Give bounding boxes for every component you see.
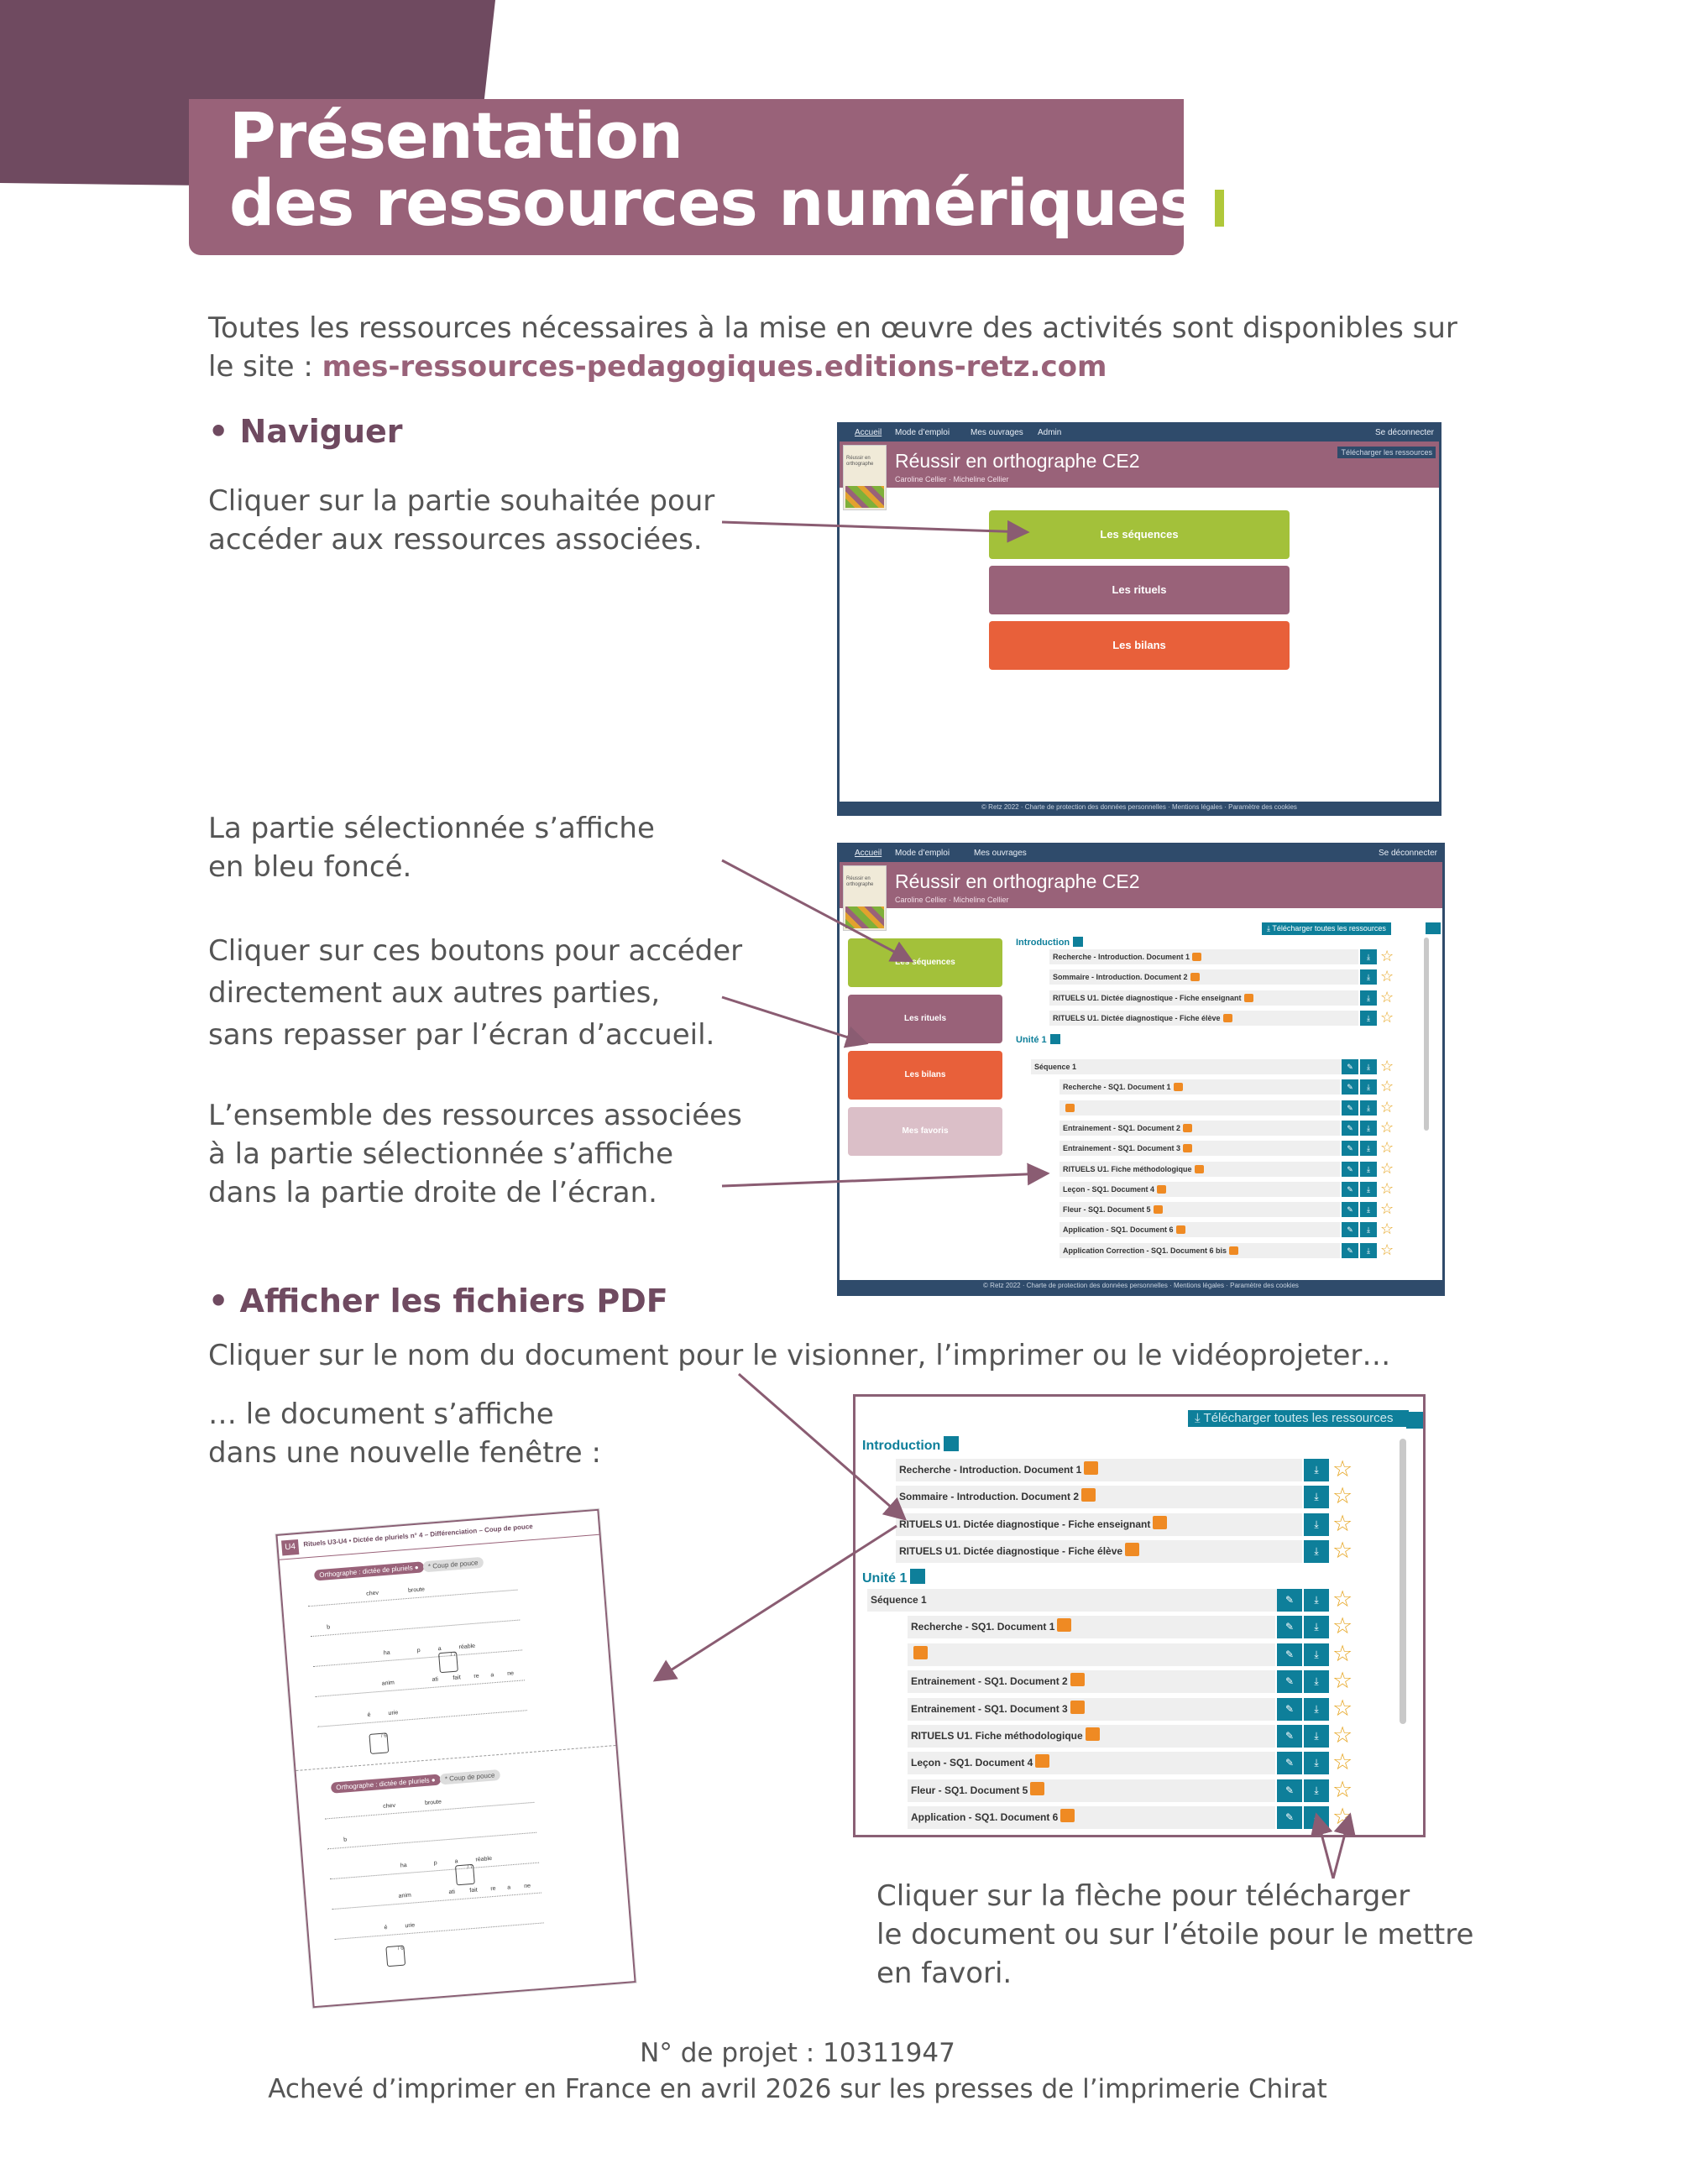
arrow-to-doc-preview [655, 1526, 897, 1680]
download-resources-link[interactable]: Télécharger les ressources [1337, 447, 1436, 458]
download-icon[interactable]: ⤓ [1360, 1011, 1377, 1026]
resource-name[interactable]: RITUELS U1. Dictée diagnostique - Fiche enseignant [1053, 993, 1242, 1002]
download-icon[interactable]: ⤓ [1304, 1725, 1329, 1748]
section-naviguer-heading: • Naviguer [208, 413, 403, 450]
word-fragment: fait [469, 1887, 479, 1894]
resource-name[interactable]: Recherche - SQ1. Document 1 [1063, 1083, 1171, 1092]
word-fragment: chev [382, 1802, 396, 1810]
edit-icon[interactable]: ✎ [1342, 1162, 1358, 1177]
star-icon[interactable]: ☆ [1380, 1078, 1394, 1095]
word-fragment: anim [381, 1680, 395, 1687]
resource-name[interactable]: RITUELS U1. Fiche méthodologique [1063, 1164, 1192, 1173]
nav-mode-emploi[interactable]: Mode d’emploi [895, 849, 950, 858]
site-footer: © Retz 2022 · Charte de protection des données personnelles · Mentions légales · Paramètre des cookies [840, 802, 1439, 813]
book-authors: Caroline Cellier · Micheline Cellier [895, 475, 1009, 483]
book-cover-text: Réussir en [846, 456, 871, 461]
heading-label: Introduction [862, 1439, 941, 1453]
book-cover-text: orthographe [846, 462, 874, 467]
word-fragment: réable [475, 1856, 493, 1863]
star-icon[interactable]: ☆ [1332, 1538, 1353, 1564]
star-icon[interactable]: ☆ [1380, 1200, 1394, 1218]
resource-name[interactable]: Application - SQ1. Document 6 [911, 1811, 1059, 1824]
printer-info: Achevé d’imprimer en France en avril 2026 sur les presses de l’imprimerie Chirat [268, 2074, 1327, 2104]
word-fragment: a [454, 1858, 458, 1865]
word-fragment: ne [523, 1883, 531, 1890]
star-icon[interactable]: ☆ [1332, 1456, 1353, 1481]
edit-icon[interactable]: ✎ [1277, 1698, 1302, 1721]
side-button-favoris[interactable]: Mes favoris [848, 1107, 1002, 1156]
download-all-label: Télécharger toutes les ressources [1272, 924, 1386, 933]
edit-icon[interactable]: ✎ [1277, 1779, 1302, 1802]
resource-name[interactable]: RITUELS U1. Dictée diagnostique - Fiche élève [1053, 1013, 1221, 1022]
word-fragment: a [490, 1672, 494, 1679]
resource-name[interactable]: Entrainement - SQ1. Document 3 [911, 1702, 1068, 1715]
arrow-to-sequences [722, 522, 1028, 532]
download-icon[interactable]: ⤓ [1304, 1806, 1329, 1829]
star-icon[interactable]: ☆ [1380, 1220, 1394, 1238]
star-icon[interactable]: ☆ [1332, 1804, 1353, 1830]
side-button-rituels[interactable]: Les rituels [848, 995, 1002, 1043]
download-icon[interactable]: ⤓ [1304, 1616, 1329, 1638]
edit-icon[interactable]: ✎ [1342, 1182, 1358, 1197]
download-icon[interactable]: ⤓ [1304, 1486, 1329, 1508]
text-line: en bleu foncé. [208, 850, 412, 884]
heading-label: Unité 1 [862, 1571, 908, 1586]
text-line: le document ou sur l’étoile pour le mettre [876, 1918, 1474, 1951]
nav-mes-ouvrages[interactable]: Mes ouvrages [971, 428, 1023, 437]
star-icon[interactable]: ☆ [1380, 1008, 1394, 1026]
star-icon[interactable]: ☆ [1332, 1695, 1353, 1721]
text-line: Cliquer sur la partie souhaitée pour [208, 484, 715, 518]
nav-accueil[interactable]: Accueil [855, 428, 882, 437]
section-pdf-heading: • Afficher les fichiers PDF [208, 1283, 668, 1319]
download-icon[interactable]: ⤓ [1360, 1222, 1377, 1237]
site-footer: © Retz 2022 · Charte de protection des données personnelles · Mentions légales · Paramètre des cookies [840, 1280, 1442, 1293]
word-fragment: urie [388, 1710, 399, 1717]
text-line: dans une nouvelle fenêtre : [208, 1436, 601, 1470]
star-icon[interactable]: ☆ [1332, 1722, 1353, 1748]
arrow-to-resources [722, 1173, 1048, 1186]
download-icon[interactable]: ⤓ [1360, 949, 1377, 964]
score-box: / 7 [438, 1652, 458, 1674]
text-line: à la partie sélectionnée s’affiche [208, 1137, 674, 1171]
instruction-open-doc: Cliquer sur le nom du document pour le visionner, l’imprimer ou le vidéoprojeter… [208, 1339, 1391, 1372]
star-icon[interactable]: ☆ [1380, 968, 1394, 985]
text-line: sans repasser par l’écran d’accueil. [208, 1018, 715, 1052]
score-box: / 6 [369, 1732, 389, 1754]
book-cover-text: Réussir en [846, 876, 871, 881]
book-cover-text: orthographe [846, 882, 874, 887]
download-icon[interactable]: ⤓ [1304, 1670, 1329, 1693]
star-icon[interactable]: ☆ [1380, 1098, 1394, 1116]
download-icon[interactable]: ⤓ [1360, 1141, 1377, 1156]
button-bilans[interactable]: Les bilans [989, 621, 1290, 670]
download-icon[interactable]: ⤓ [1304, 1643, 1329, 1666]
coup-de-pouce-tag: * Coup de pouce [439, 1769, 500, 1785]
word-fragment: réable [458, 1643, 476, 1651]
download-icon: ⤓ [1195, 1411, 1204, 1425]
arrow-to-doc-name [739, 1374, 905, 1519]
download-icon[interactable]: ⤓ [1360, 1059, 1377, 1074]
edit-icon[interactable]: ✎ [1342, 1079, 1358, 1095]
word-fragment: chev [366, 1590, 379, 1597]
exercise-tag: Orthographe : dictée de pluriels ● [331, 1774, 441, 1794]
word-fragment: ha [383, 1649, 390, 1657]
download-icon[interactable]: ⤓ [1360, 1162, 1377, 1177]
word-fragment: ha [400, 1862, 407, 1869]
star-icon[interactable]: ☆ [1380, 1139, 1394, 1157]
word-fragment: ati [432, 1676, 439, 1683]
download-icon[interactable]: ⤓ [1360, 990, 1377, 1006]
download-icon[interactable]: ⤓ [1304, 1698, 1329, 1721]
download-icon[interactable]: ⤓ [1360, 1079, 1377, 1095]
download-icon[interactable]: ⤓ [1304, 1540, 1329, 1563]
nav-mes-ouvrages[interactable]: Mes ouvrages [974, 849, 1027, 858]
button-sequences[interactable]: Les séquences [989, 510, 1290, 559]
edit-icon[interactable]: ✎ [1277, 1643, 1302, 1666]
side-button-sequences[interactable]: Les séquences [848, 938, 1002, 987]
download-icon[interactable]: ⤓ [1360, 1121, 1377, 1136]
download-icon[interactable]: ⤓ [1304, 1589, 1329, 1612]
star-icon[interactable]: ☆ [1332, 1483, 1353, 1509]
arrow-to-download [1316, 1815, 1333, 1878]
score-box: / 6 [385, 1946, 405, 1967]
coup-de-pouce-tag: * Coup de pouce [422, 1557, 483, 1573]
star-icon[interactable]: ☆ [1380, 988, 1394, 1006]
logout-link[interactable]: Se déconnecter [1374, 428, 1434, 437]
arrow-to-star [1333, 1815, 1350, 1878]
star-icon[interactable]: ☆ [1380, 1179, 1394, 1197]
word-fragment: b [327, 1624, 331, 1631]
resource-name[interactable]: Leçon - SQ1. Document 4 [911, 1757, 1033, 1769]
text-line: accéder aux ressources associées. [208, 523, 703, 556]
edit-icon[interactable]: ✎ [1277, 1589, 1302, 1612]
unit-badge: U4 [281, 1539, 299, 1556]
word-fragment: p [416, 1647, 421, 1654]
resource-name[interactable]: Fleur - SQ1. Document 5 [1063, 1205, 1151, 1215]
resource-name[interactable]: Application - SQ1. Document 6 [1063, 1225, 1174, 1235]
site-link[interactable]: mes-ressources-pedagogiques.editions-retz.com [322, 350, 1107, 384]
resource-name[interactable]: Recherche - Introduction. Document 1 [899, 1464, 1082, 1476]
sequence-label: Séquence 1 [871, 1594, 927, 1606]
word-fragment: a [507, 1884, 511, 1891]
star-icon[interactable]: ☆ [1332, 1749, 1353, 1775]
edit-icon[interactable]: ✎ [1277, 1725, 1302, 1748]
title-line-1: Présentation [229, 98, 683, 173]
text-line: La partie sélectionnée s’affiche [208, 812, 655, 845]
doc-title: Rituels U3-U4 • Dictée de pluriels n° 4 – Différenciation – Coup de pouce [303, 1522, 534, 1549]
edit-icon[interactable]: ✎ [1342, 1059, 1358, 1074]
nav-mode-emploi[interactable]: Mode d’emploi [895, 428, 950, 437]
download-icon[interactable]: ⤓ [1360, 1202, 1377, 1217]
resource-name[interactable]: RITUELS U1. Dictée diagnostique - Fiche enseignant [899, 1518, 1151, 1530]
heading-label: Introduction [1016, 938, 1070, 948]
star-icon[interactable]: ☆ [1380, 948, 1394, 964]
resource-name[interactable]: Sommaire - Introduction. Document 2 [899, 1491, 1080, 1503]
text-line: Cliquer sur la flèche pour télécharger [876, 1879, 1410, 1913]
text-line: Cliquer sur ces boutons pour accéder [208, 934, 743, 968]
book-authors: Caroline Cellier · Micheline Cellier [895, 896, 1009, 904]
word-fragment: é [384, 1925, 388, 1931]
star-icon[interactable]: ☆ [1380, 1241, 1394, 1258]
download-icon[interactable]: ⤓ [1304, 1459, 1329, 1481]
nav-admin[interactable]: Admin [1038, 428, 1062, 437]
star-icon[interactable]: ☆ [1332, 1640, 1353, 1666]
word-fragment: urie [405, 1922, 416, 1930]
star-icon[interactable]: ☆ [1332, 1510, 1353, 1536]
resource-name[interactable]: Entrainement - SQ1. Document 2 [911, 1675, 1068, 1688]
word-fragment: p [433, 1860, 437, 1867]
arrow-to-selected [722, 860, 912, 961]
word-fragment: b [343, 1837, 348, 1843]
side-button-bilans[interactable]: Les bilans [848, 1051, 1002, 1100]
edit-icon[interactable]: ✎ [1342, 1100, 1358, 1116]
nav-accueil[interactable]: Accueil [855, 849, 882, 858]
resource-name[interactable]: Application Correction - SQ1. Document 6 bis [1063, 1246, 1227, 1255]
arrow-to-side-buttons [722, 997, 866, 1043]
text-line: dans la partie droite de l’écran. [208, 1176, 657, 1210]
heading-label: Unité 1 [1016, 1035, 1047, 1045]
download-icon[interactable]: ⤓ [1304, 1779, 1329, 1802]
intro-text: Toutes les ressources nécessaires à la mise en œuvre des activités sont disponibles sur le site : [208, 311, 1457, 384]
edit-icon[interactable]: ✎ [1277, 1752, 1302, 1774]
resource-name[interactable]: RITUELS U1. Fiche méthodologique [911, 1730, 1083, 1742]
resource-name[interactable]: Entrainement - SQ1. Document 2 [1063, 1123, 1181, 1132]
text-line: directement aux autres parties, [208, 976, 661, 1010]
project-number: N° de projet : 10311947 [640, 2038, 955, 2068]
resource-name[interactable]: Leçon - SQ1. Document 4 [1063, 1184, 1155, 1194]
book-title: Réussir en orthographe CE2 [895, 450, 1140, 472]
star-icon[interactable]: ☆ [1332, 1586, 1353, 1612]
resource-name[interactable]: Recherche - SQ1. Document 1 [911, 1621, 1055, 1633]
word-fragment: anim [398, 1892, 412, 1899]
title-line-2: des ressources numériques [229, 165, 1196, 240]
word-fragment: é [367, 1711, 371, 1719]
download-icon[interactable]: ⤓ [1360, 1182, 1377, 1197]
download-icon[interactable]: ⤓ [1304, 1513, 1329, 1536]
edit-icon[interactable]: ✎ [1342, 1222, 1358, 1237]
text-line: en favori. [876, 1957, 1012, 1990]
word-fragment: fait [453, 1675, 462, 1681]
edit-icon[interactable]: ✎ [1342, 1243, 1358, 1258]
download-all-label: Télécharger toutes les ressources [1203, 1411, 1394, 1425]
resource-name[interactable]: Sommaire - Introduction. Document 2 [1053, 973, 1188, 982]
download-icon[interactable]: ⤓ [1360, 969, 1377, 985]
star-icon[interactable]: ☆ [1332, 1668, 1353, 1694]
edit-icon[interactable]: ✎ [1277, 1616, 1302, 1638]
star-icon[interactable]: ☆ [1380, 1118, 1394, 1136]
resource-name[interactable]: Recherche - Introduction. Document 1 [1053, 953, 1190, 961]
exercise-tag: Orthographe : dictée de pluriels ● [314, 1561, 424, 1581]
text-line: L’ensemble des ressources associées [208, 1099, 742, 1132]
download-icon[interactable]: ⤓ [1360, 1100, 1377, 1116]
star-icon[interactable]: ☆ [1332, 1613, 1353, 1639]
resource-name[interactable]: Fleur - SQ1. Document 5 [911, 1784, 1028, 1796]
word-fragment: re [490, 1885, 496, 1893]
star-icon[interactable]: ☆ [1380, 1159, 1394, 1177]
resource-name[interactable]: RITUELS U1. Dictée diagnostique - Fiche élève [899, 1545, 1123, 1558]
word-fragment: re [474, 1673, 479, 1680]
edit-icon[interactable]: ✎ [1342, 1141, 1358, 1156]
button-rituels[interactable]: Les rituels [989, 566, 1290, 614]
download-icon: ⤓ [1267, 924, 1273, 933]
download-icon[interactable]: ⤓ [1304, 1752, 1329, 1774]
sequence-label: Séquence 1 [1034, 1063, 1077, 1071]
edit-icon[interactable]: ✎ [1277, 1670, 1302, 1693]
word-fragment: a [437, 1645, 442, 1653]
edit-icon[interactable]: ✎ [1342, 1121, 1358, 1136]
book-title: Réussir en orthographe CE2 [895, 870, 1140, 892]
word-fragment: broute [424, 1799, 442, 1807]
text-line: … le document s’affiche [208, 1398, 554, 1431]
word-fragment: broute [407, 1586, 426, 1594]
edit-icon[interactable]: ✎ [1277, 1806, 1302, 1829]
star-icon[interactable]: ☆ [1332, 1776, 1353, 1802]
score-box: / 7 [455, 1864, 475, 1886]
edit-icon[interactable]: ✎ [1342, 1202, 1358, 1217]
word-fragment: ati [448, 1889, 456, 1896]
star-icon[interactable]: ☆ [1380, 1058, 1394, 1074]
download-icon[interactable]: ⤓ [1360, 1243, 1377, 1258]
resource-name[interactable]: Entrainement - SQ1. Document 3 [1063, 1144, 1181, 1153]
word-fragment: ne [507, 1670, 515, 1677]
logout-link[interactable]: Se déconnecter [1378, 849, 1437, 858]
